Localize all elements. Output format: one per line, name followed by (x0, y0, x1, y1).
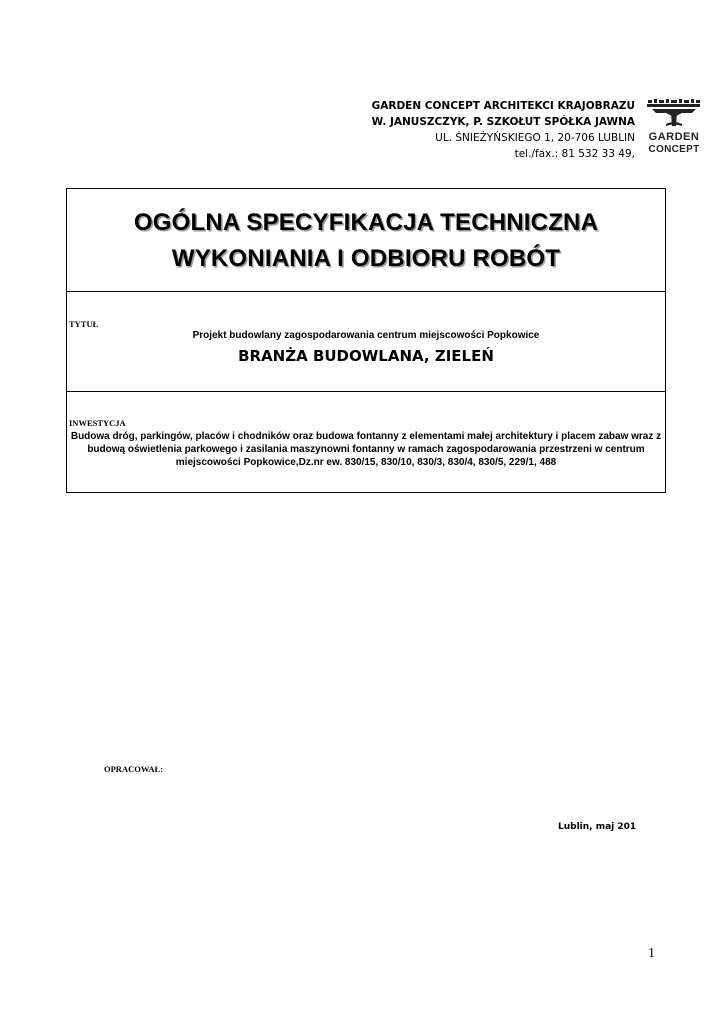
company-header (372, 98, 635, 162)
tytul-label: TYTUŁ (69, 319, 99, 329)
branza-title: BRANŻA BUDOWLANA, ZIELEŃ (238, 347, 494, 365)
place-date: Lublin, maj 201 (558, 822, 637, 832)
company-partners: W. JANUSZCZYK, P. SZKOŁUT SPÓŁKA JAWNA (371, 116, 635, 128)
company-name: GARDEN CONCEPT ARCHITEKCI KRAJOBRAZU (371, 100, 635, 112)
tytul-box (66, 291, 666, 392)
title-box (66, 188, 666, 292)
svg-text:CONCEPT: CONCEPT (648, 144, 700, 155)
company-phone: tel./fax.: 81 532 33 49, (514, 148, 635, 160)
opracowal-label: OPRACOWAŁ: (104, 764, 164, 774)
inwestycja-box (66, 391, 666, 493)
tree-logo-icon (646, 98, 702, 156)
inwestycja-description: Budowa dróg, parkingów, placów i chodników oraz budowa fontanny z elementami małej architektury i placem zabaw wraz z budową oświetlenia parkowego i zasilania maszynowni fontanny w ramach zagospodarowania przestrzeni w centrum miejscowości Popkowice,Dz.nr ew. 830/15, 830/10, 830/3, 830/4, 830/5, 229/1, 488 (70, 431, 662, 468)
svg-text:GARDEN: GARDEN (648, 131, 700, 143)
project-name: Projekt budowlany zagospodarowania centrum miejscowości Popkowice (192, 330, 540, 341)
document-title-line2: WYKONIANIA I ODBIORU ROBÓT (171, 245, 561, 272)
inwestycja-label: INWESTYCJA (69, 418, 126, 428)
page-number: 1 (648, 946, 655, 961)
company-address: UL. ŚNIEŻYŃSKIEGO 1, 20-706 LUBLIN (435, 132, 635, 144)
document-title-line1: OGÓLNA SPECYFIKACJA TECHNICZNA (133, 209, 599, 236)
